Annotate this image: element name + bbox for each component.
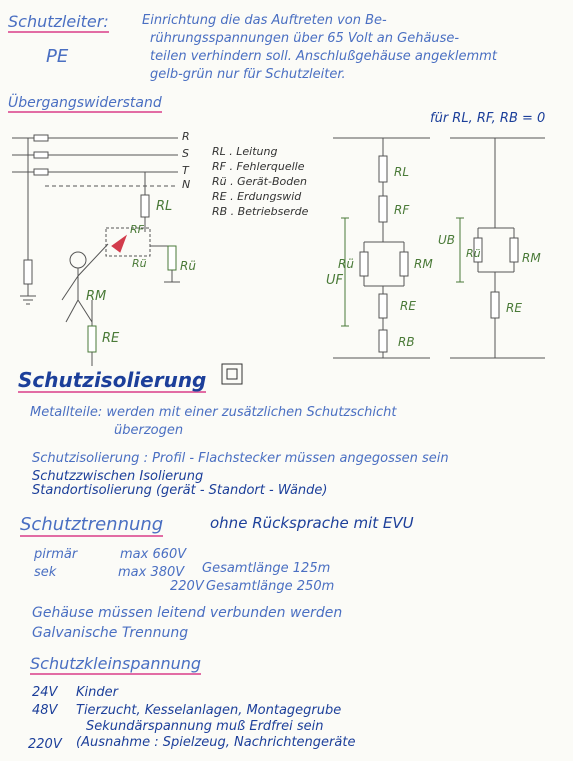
label-rf: RF <box>130 223 144 236</box>
eq1-label-ru: Rü <box>338 257 354 271</box>
label-re: RE <box>102 331 120 346</box>
eq2-label-rm: RM <box>522 251 541 265</box>
schutzleiter-line-2: rührungsspannungen über 65 Volt an Gehäuse- <box>150 31 460 46</box>
trennung-label-primaer: pirmär <box>34 547 78 562</box>
schutzleiter-heading: Schutzleiter: <box>8 12 109 31</box>
klein-text-sekundaer: Sekundärspannung muß Erdfrei sein <box>86 719 324 734</box>
trennung-line-2: Galvanische Trennung <box>32 625 189 641</box>
eq2-label-re: RE <box>506 301 522 315</box>
pe-symbol: PE <box>46 46 69 67</box>
uebergang-heading: Übergangswiderstand <box>8 95 162 111</box>
schutzisolierung-line-2: überzogen <box>114 423 184 438</box>
label-rm: RM <box>86 289 107 304</box>
eq1-label-rb: RB <box>398 335 415 349</box>
legend-re: RE . Erdungswid <box>212 190 302 203</box>
klein-text-220: (Ausnahme : Spielzeug, Nachrichtengeräte <box>76 735 356 750</box>
equivalent-circuit-2 <box>450 138 545 358</box>
label-ru-ground: Rü <box>180 259 196 273</box>
schutzleiter-line-4: gelb-grün nur für Schutzleiter. <box>150 67 346 82</box>
eq2-label-ru: Rü <box>466 247 481 260</box>
eq1-label-rf: RF <box>394 203 410 217</box>
schutzkleinspannung-heading: Schutzkleinspannung <box>30 654 202 673</box>
conductor-label-s: S <box>182 147 189 160</box>
conductor-lines <box>12 135 180 366</box>
trennung-value-220: 220V <box>170 579 204 594</box>
eq1-label-re: RE <box>400 299 416 313</box>
eq1-label-rl: RL <box>394 165 410 179</box>
uebergang-condition: für RL, RF, RB = 0 <box>430 111 546 126</box>
trennung-value-primaer: max 660V <box>120 547 187 562</box>
conductor-label-n: N <box>182 178 191 191</box>
schutzisolierung-line-4: Schutzzwischen Isolierung <box>32 469 204 484</box>
conductor-label-r: R <box>182 130 190 143</box>
trennung-value-sek: max 380V <box>118 565 185 580</box>
schutzisolierung-line-1: Metallteile: werden mit einer zusätzlichen Schutzschicht <box>30 405 397 420</box>
eq1-label-rm: RM <box>414 257 433 271</box>
trennung-detail-220: Gesamtlänge 250m <box>206 579 335 594</box>
conductor-label-t: T <box>182 164 189 177</box>
schutzisolierung-heading: Schutzisolierung <box>18 368 207 392</box>
trennung-label-sek: sek <box>34 565 57 580</box>
equivalent-circuit-1 <box>333 138 430 358</box>
schutzisolierung-line-5: Standortisolierung (gerät - Standort - Wände) <box>32 483 328 498</box>
eq1-label-uf: UF <box>326 273 343 288</box>
schutzleiter-line-3: teilen verhindern soll. Anschlußgehäuse angeklemmt <box>150 49 497 64</box>
schutzleiter-line-1: Einrichtung die das Auftreten von Be- <box>142 13 387 28</box>
klein-text-24: Kinder <box>76 685 118 700</box>
trennung-line-1: Gehäuse müssen leitend verbunden werden <box>32 605 343 621</box>
schutztrennung-heading: Schutztrennung <box>20 514 164 535</box>
schutztrennung-note: ohne Rücksprache mit EVU <box>210 514 414 532</box>
legend-rl: RL . Leitung <box>212 145 278 158</box>
legend-ru: Rü . Gerät-Boden <box>212 175 307 188</box>
legend-rb: RB . Betriebserde <box>212 205 309 218</box>
legend-rf: RF . Fehlerquelle <box>212 160 305 173</box>
label-rl: RL <box>156 199 173 214</box>
klein-voltage-24: 24V <box>32 685 58 700</box>
fault-mark <box>112 236 126 252</box>
label-ru-device: Rü <box>132 257 147 270</box>
klein-voltage-48: 48V <box>32 703 58 718</box>
trennung-detail-sek: Gesamtlänge 125m <box>202 561 331 576</box>
schutzisolierung-line-3: Schutzisolierung : Profil - Flachstecker müssen angegossen sein <box>32 451 449 466</box>
klein-text-48: Tierzucht, Kesselanlagen, Montagegrube <box>76 703 342 718</box>
eq2-label-ub: UB <box>438 233 456 247</box>
klein-voltage-220: 220V <box>28 737 62 752</box>
double-square-icon <box>222 364 242 384</box>
